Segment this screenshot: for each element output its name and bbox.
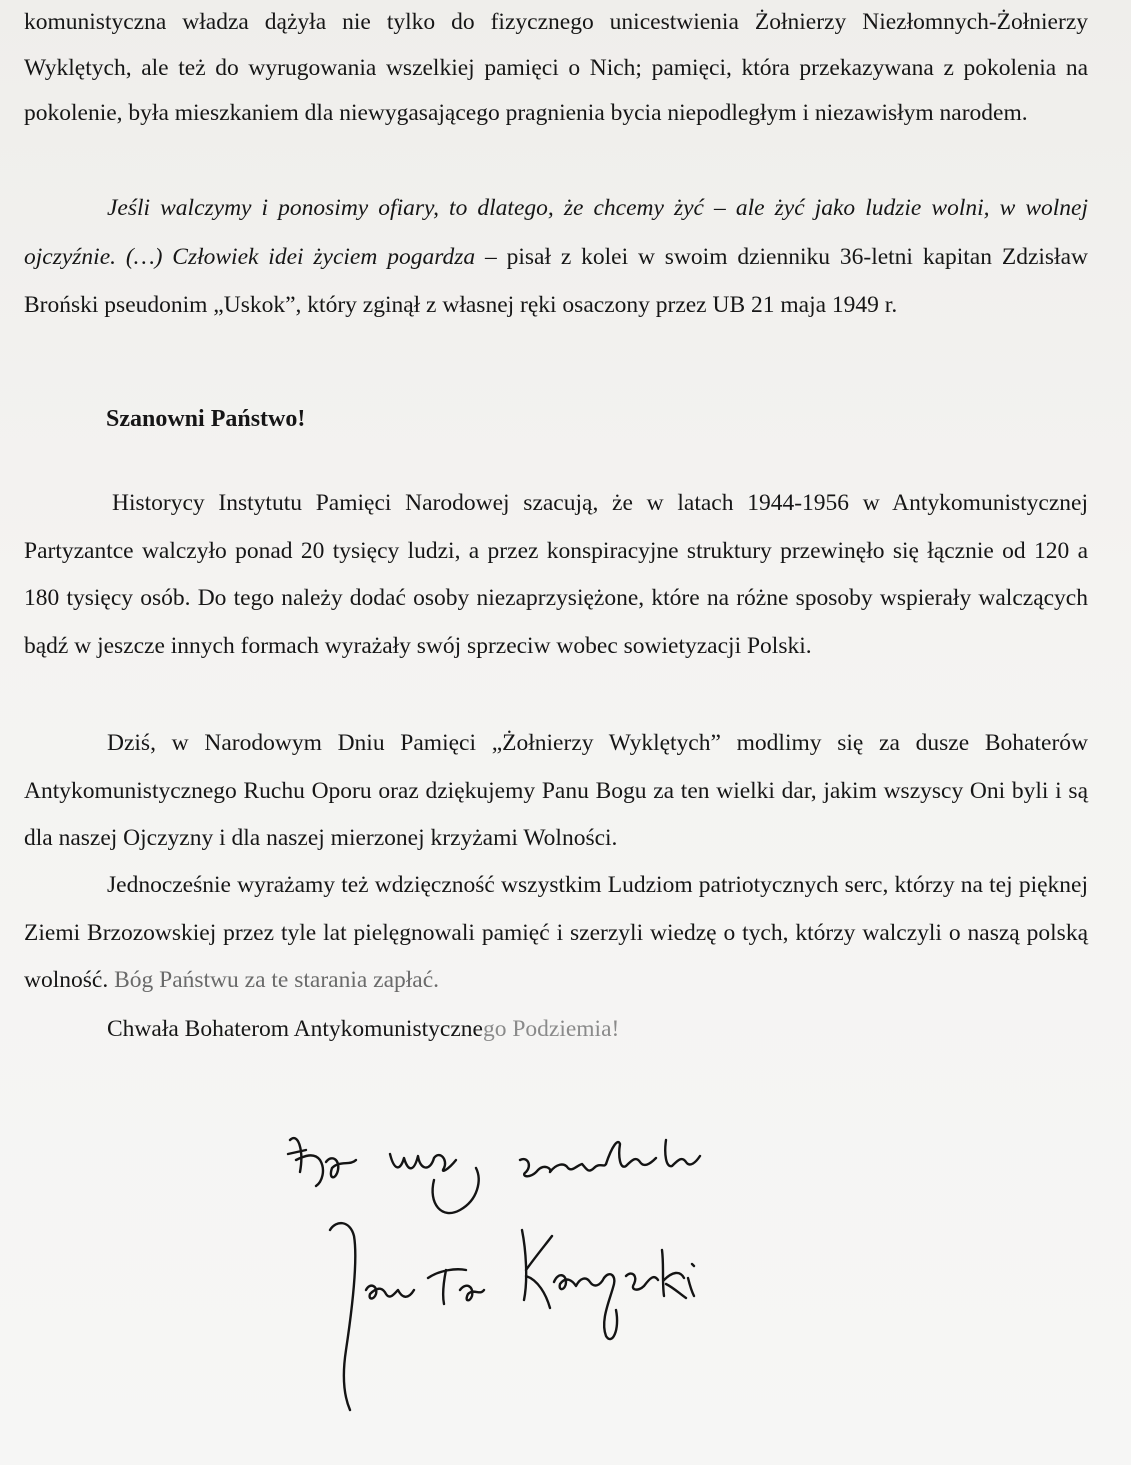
salutation-heading: Szanowni Państwo!: [106, 406, 306, 432]
quote-uskok-attribution: – pisał z kolei w swoim dzienniku 36-letni kapitan Zdzisław Broński pseudonim „Uskok”, który zginął z własnej ręki osaczony przez UB 21 maja 1949 r.: [24, 243, 1088, 318]
paragraph-dzis: [24, 720, 1088, 863]
paragraph-historycy: [24, 480, 1088, 670]
quote-uskok-italic: Jeśli walczymy i ponosimy ofiary, to dlatego, że chcemy żyć – ale żyć jako ludzie wolni, w wolnej ojczyźnie. (…) Człowiek idei życiem pogardza: [24, 195, 1088, 270]
paragraph-pamiec: [24, 0, 1088, 137]
paragraph-wdziecznosc-text: Jednocześnie wyrażamy też wdzięczność wszystkim Ludziom patriotycznych serc, którzy na tej pięknej Ziemi Brzozowskiej przez tyle lat pielęgnowali pamięć i szerzyli wiedzę o tych, którzy walczyli o naszą polską wolność.: [24, 872, 1088, 993]
paragraph-chwala: [24, 1006, 1088, 1054]
paragraph-chwala-text: Chwała Bohaterom Antykomunistyczne: [107, 1016, 483, 1042]
paragraph-quote-uskok: [24, 184, 1088, 330]
paragraph-dzis-text: Dziś, w Narodowym Dniu Pamięci „Żołnierzy Wyklętych” modlimy się za dusze Bohaterów Antykomunistycznego Ruchu Oporu oraz dziękujemy Panu Bogu za ten wielki dar, jakim wszyscy Oni byli i są dla naszej Ojczyzny i dla naszej mierzonej krzyżami Wolności.: [24, 730, 1088, 851]
paragraph-pamiec-text: komunistyczna władza dążyła nie tylko do fizycznego unicestwienia Żołnierzy Niezłomnych-Żołnierzy Wyklętych, ale też do wyrugowania wszelkiej pamięci o Nich; pamięci, która przekazywana z pokolenia na pokolenie, była mieszkaniem dla niewygasającego pragnienia bycia niepodległym i niezawisłym narodem.: [24, 9, 1088, 126]
signature-name: [330, 1223, 694, 1410]
paragraph-wdziecznosc-faded: Bóg Państwu za te starania zapłać.: [114, 967, 440, 993]
paragraph-wdziecznosc: [24, 862, 1088, 1005]
handwritten-signature: [270, 1110, 730, 1420]
paragraph-chwala-faded: go Podziemia!: [482, 1016, 620, 1042]
signature-greeting: [288, 1138, 700, 1213]
paragraph-historycy-text: Historycy Instytutu Pamięci Narodowej szacują, że w latach 1944-1956 w Antykomunistycznej Partyzantce walczyło ponad 20 tysięcy ludzi, a przez konspiracyjne struktury przewinęło się łącznie od 120 a 180 tysięcy osób. Do tego należy dodać osoby niezaprzysiężone, które na różne sposoby wspierały walczących bądź w jeszcze innych formach wyrażały swój sprzeciw wobec sowietyzacji Polski.: [24, 490, 1088, 659]
